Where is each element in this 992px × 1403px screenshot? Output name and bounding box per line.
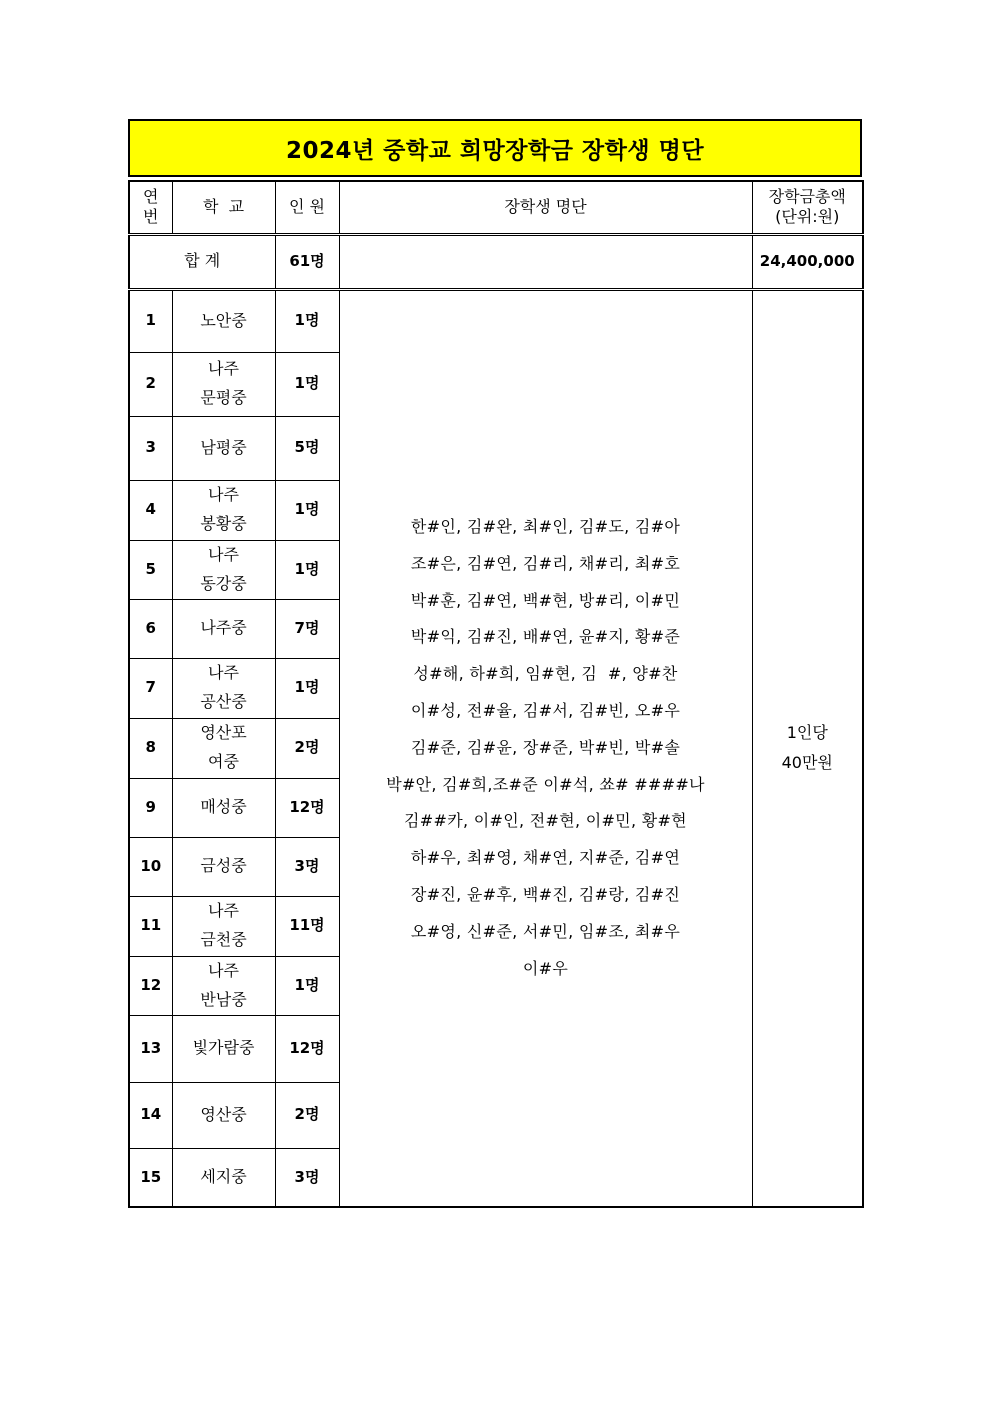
row-no: 5 — [129, 540, 172, 599]
row-no: 1 — [129, 289, 172, 352]
row-school — [172, 289, 275, 352]
per-person-amount-cell — [752, 289, 863, 1207]
row-school — [172, 658, 275, 718]
row-no: 8 — [129, 718, 172, 778]
row-no: 10 — [129, 837, 172, 896]
row-count: 2명 — [275, 718, 339, 778]
row-no: 13 — [129, 1015, 172, 1082]
row-no: 15 — [129, 1148, 172, 1207]
row-count: 3명 — [275, 837, 339, 896]
row-school-line1: 나주 — [208, 901, 239, 921]
student-names-line: 김#준, 김#윤, 장#준, 박#빈, 박#솔 — [410, 737, 681, 757]
row-count: 5명 — [275, 416, 339, 480]
row-school-line1: 나주 — [208, 359, 239, 379]
row-school-line2: 문평중 — [200, 388, 247, 407]
row-school-line2: 동강중 — [200, 573, 247, 593]
row-no: 4 — [129, 480, 172, 540]
row-count: 1명 — [275, 956, 339, 1015]
per-person-line2: 40만원 — [781, 753, 833, 773]
row-school-line1: 빛가람중 — [192, 1038, 255, 1058]
header-amount — [752, 181, 863, 234]
student-names-line: 조#은, 김#연, 김#리, 채#리, 최#호 — [410, 553, 681, 573]
row-school-line1: 세지중 — [200, 1166, 247, 1186]
student-names-line: 김##카, 이#인, 전#현, 이#민, 황#현 — [404, 811, 687, 831]
row-school — [172, 778, 275, 837]
student-names-line: 박#안, 김#희,조#준 이#석, 쑈# ####나 — [386, 774, 705, 794]
row-school — [172, 896, 275, 956]
row-school — [172, 1015, 275, 1082]
student-names-line: 박#익, 김#진, 배#연, 윤#지, 황#준 — [410, 627, 681, 647]
row-school-line1: 영산중 — [200, 1104, 247, 1124]
per-person-line1: 1인당 — [786, 722, 828, 742]
row-school — [172, 1148, 275, 1207]
header-school-label: 학 교 — [202, 196, 245, 216]
row-count: 1명 — [275, 289, 339, 352]
row-school-line1: 나주 — [208, 485, 239, 505]
row-school — [172, 718, 275, 778]
header-amount-line2: (단위:원) — [775, 207, 840, 227]
row-no: 6 — [129, 599, 172, 658]
student-names-line: 오#영, 신#준, 서#민, 임#조, 최#우 — [410, 921, 681, 941]
row-school-line1: 나주 — [208, 663, 239, 683]
header-amount-line1: 장학금총액 — [768, 187, 846, 207]
total-amount: 24,400,000 — [752, 234, 863, 289]
student-names-line: 성#해, 하#희, 임#현, 김 #, 양#찬 — [413, 664, 678, 684]
header-no — [129, 181, 172, 234]
total-label: 합 계 — [129, 234, 275, 289]
row-school-line2: 봉황중 — [200, 514, 247, 533]
table-row — [129, 289, 863, 352]
row-count: 3명 — [275, 1148, 339, 1207]
row-count: 7명 — [275, 599, 339, 658]
row-school — [172, 540, 275, 599]
document-title: 2024년 중학교 희망장학금 장학생 명단 — [128, 119, 862, 177]
row-school — [172, 352, 275, 416]
row-count: 1명 — [275, 352, 339, 416]
header-school — [172, 181, 275, 234]
row-school — [172, 599, 275, 658]
scholarship-table — [128, 180, 864, 1208]
row-school-line2: 공산중 — [200, 692, 247, 711]
header-no-line2: 번 — [143, 207, 159, 227]
row-school — [172, 480, 275, 540]
total-count: 61명 — [275, 234, 339, 289]
row-count: 2명 — [275, 1082, 339, 1148]
scholarship-document — [128, 119, 862, 1208]
student-names-line: 이#우 — [522, 958, 569, 978]
row-school-line1: 남평중 — [200, 437, 247, 457]
row-no: 9 — [129, 778, 172, 837]
row-school-line1: 매성중 — [200, 797, 247, 817]
row-no: 11 — [129, 896, 172, 956]
row-no: 2 — [129, 352, 172, 416]
row-no: 7 — [129, 658, 172, 718]
row-count: 11명 — [275, 896, 339, 956]
student-names-cell — [339, 289, 752, 1207]
row-school-line1: 나주 — [208, 960, 239, 980]
header-names: 장학생 명단 — [339, 181, 752, 234]
row-school-line1: 나주중 — [200, 618, 247, 638]
row-no: 3 — [129, 416, 172, 480]
student-names-line: 한#인, 김#완, 최#인, 김#도, 김#아 — [410, 517, 681, 537]
row-count: 1명 — [275, 540, 339, 599]
student-names-line: 하#우, 최#영, 채#연, 지#준, 김#연 — [410, 848, 681, 868]
row-school — [172, 416, 275, 480]
row-count: 12명 — [275, 778, 339, 837]
student-names-line: 이#성, 전#율, 김#서, 김#빈, 오#우 — [410, 701, 681, 721]
row-school — [172, 956, 275, 1015]
header-no-line1: 연 — [143, 187, 159, 207]
row-school-line1: 노안중 — [200, 310, 247, 330]
row-school-line2: 여중 — [208, 752, 239, 771]
header-count: 인 원 — [275, 181, 339, 234]
total-row — [129, 234, 863, 289]
row-school — [172, 1082, 275, 1148]
row-count: 12명 — [275, 1015, 339, 1082]
student-names-line: 박#훈, 김#연, 백#현, 방#리, 이#민 — [410, 590, 681, 610]
row-school — [172, 837, 275, 896]
table-header-row — [129, 181, 863, 234]
row-school-line2: 반남중 — [200, 989, 247, 1009]
total-names-empty — [339, 234, 752, 289]
row-no: 12 — [129, 956, 172, 1015]
row-count: 1명 — [275, 658, 339, 718]
row-no: 14 — [129, 1082, 172, 1148]
row-count: 1명 — [275, 480, 339, 540]
row-school-line2: 금천중 — [200, 930, 247, 949]
student-names-line: 장#진, 윤#후, 백#진, 김#랑, 김#진 — [410, 885, 681, 905]
row-school-line1: 나주 — [208, 544, 239, 564]
row-school-line1: 영산포 — [200, 723, 247, 743]
row-school-line1: 금성중 — [200, 856, 247, 876]
